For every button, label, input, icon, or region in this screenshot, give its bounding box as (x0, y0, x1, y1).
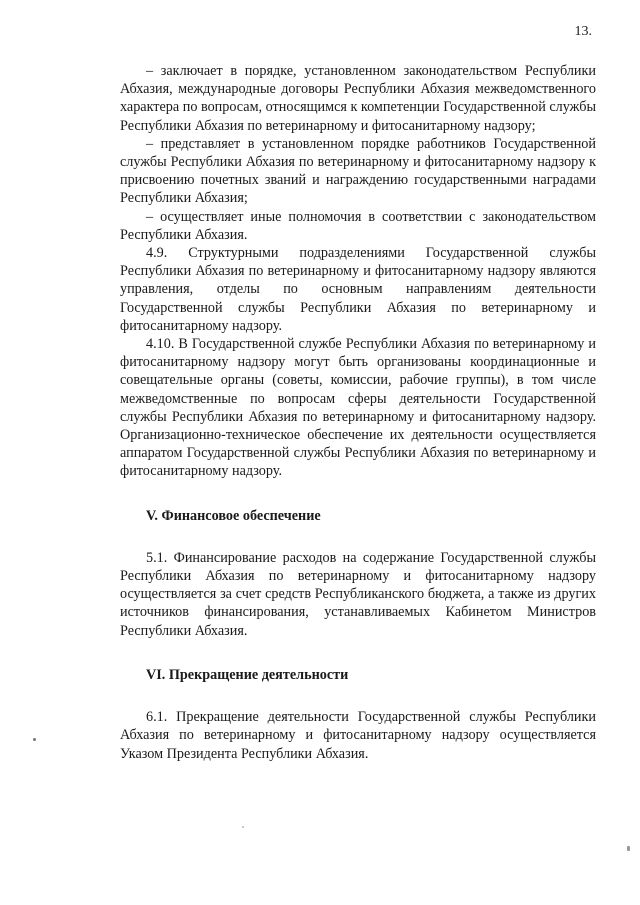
section-6-heading: VI. Прекращение деятельности (146, 666, 349, 683)
clause-present-awards: – представляет в установленном порядке работников Государственной службы Республики Абхазия по ветеринарному и фитосанитарному надзору к присвоению почетных званий и награждению государственными наградами Республики Абхазия; (120, 135, 596, 207)
clause-5-1: 5.1. Финансирование расходов на содержание Государственной службы Республики Абхазия по ветеринарному и фитосанитарному надзору осуществляется за счет средств Республиканского бюджета, а также из других источников финансирования, устанавливаемых Кабинетом Министров Республики Абхазия. (120, 549, 596, 639)
clause-6-1: 6.1. Прекращение деятельности Государственной службы Республики Абхазия по ветеринарному и фитосанитарному надзору осуществляется Указом Президента Республики Абхазия. (120, 709, 596, 762)
page-number: 13. (574, 24, 592, 39)
scan-speck (33, 738, 36, 741)
clause-4-10: 4.10. В Государственной службе Республики Абхазия по ветеринарному и фитосанитарному надзору могут быть организованы координационные и совещательные органы (советы, комиссии, рабочие группы), в том числе межведомственные по вопросам сферы деятельности Государственной службы Республики Абхазия по ветеринарному и фитосанитарному надзору. Организационно-техническое обеспечение их деятельности осуществляется аппаратом Государственной службы Республики Абхазия по ветеринарному и фитосанитарному надзору. (120, 336, 596, 480)
clause-other-powers: – осуществляет иные полномочия в соответствии с законодательством Республики Абхазия. (120, 208, 596, 243)
scan-speck (242, 826, 244, 828)
clause-conclude-agreements: – заключает в порядке, установленном законодательством Республики Абхазия, международные договоры Республики Абхазия межведомственного характера по вопросам, относящимся к компетенции Государственной службы Республики Абхазия по ветеринарному и фитосанитарному надзору; (120, 63, 596, 134)
scan-speck (627, 846, 630, 851)
section-5-heading: V. Финансовое обеспечение (146, 507, 321, 524)
document-body (120, 62, 596, 763)
clause-4-9: 4.9. Структурными подразделениями Государственной службы Республики Абхазия по ветеринарному и фитосанитарному надзору являются управления, отделы по основным направлениям деятельности Государственной службы Республики Абхазия по ветеринарному и фитосанитарному надзору. (120, 245, 596, 334)
